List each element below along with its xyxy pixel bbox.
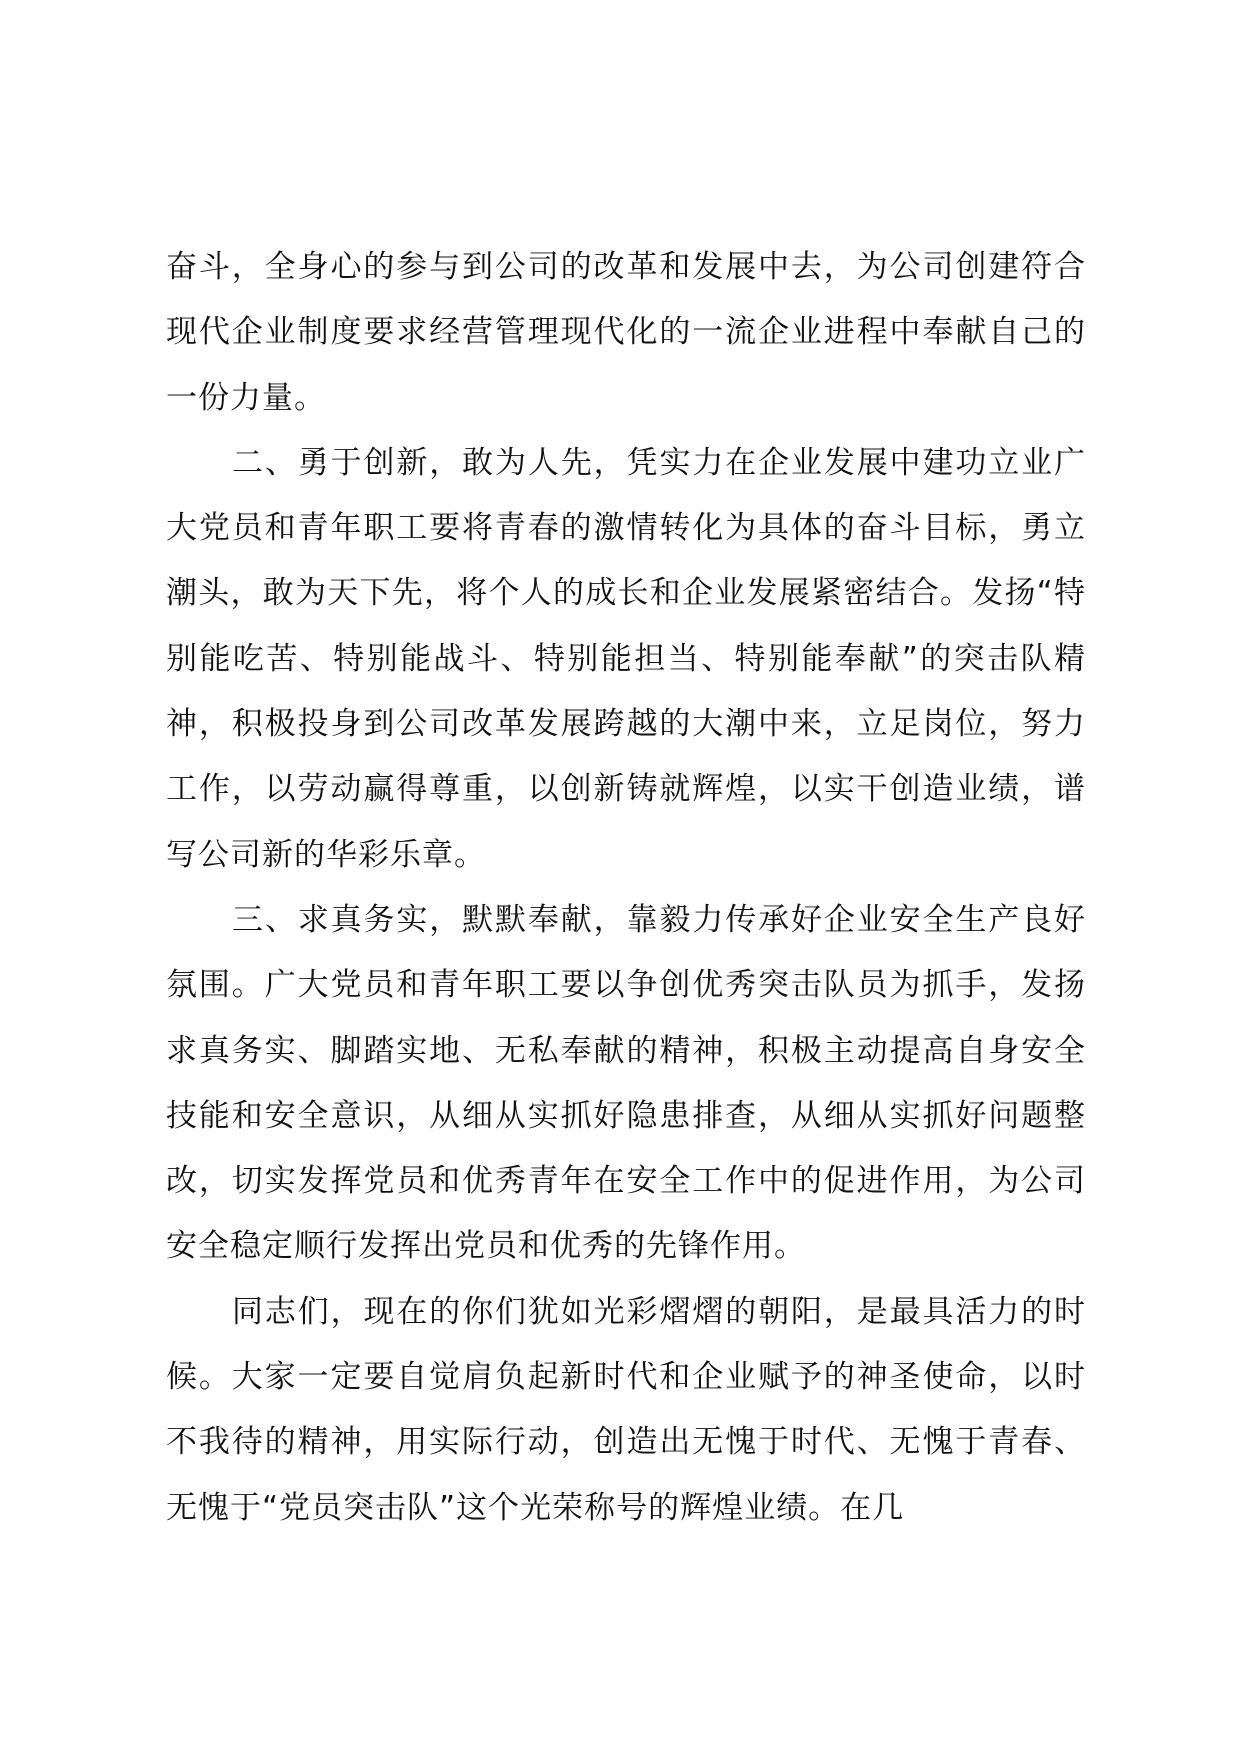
document-body	[166, 235, 1086, 1541]
paragraph-4	[166, 1280, 1086, 1541]
paragraph-3	[166, 888, 1086, 1280]
paragraph-text: 广大党员和青年职工要以争创优秀突击队员为抓手，发扬求真务实、脚踏实地、无私奉献的精神，积极主动提高自身安全技能和安全意识，从细从实抓好隐患排查，从细从实抓好问题整改，切实发挥党员和优秀青年在安全工作中的促进作用，为公司安全稳定顺行发挥出党员和优秀的先锋作用。	[166, 967, 1087, 1265]
paragraph-text: 广大党员和青年职工要将青春的激情转化为具体的奋斗目标，勇立潮头，敢为天下先，将个人的成长和企业发展紧密结合。发扬“特别能吃苦、特别能战斗、特别能担当、特别能奉献”的突击队精神，积极投身到公司改革发展跨越的大潮中来，立足岗位，努力工作，以劳动赢得尊重，以创新铸就辉煌，以实干创造业绩，谱写公司新的华彩乐章。	[166, 444, 1086, 873]
paragraph-2	[166, 431, 1086, 888]
paragraph-text: 奋斗，全身心的参与到公司的改革和发展中去，为公司创建符合现代企业制度要求经营管理现代化的一流企业进程中奉献自己的一份力量。	[166, 249, 1086, 416]
paragraph-text: 同志们，现在的你们犹如光彩熠熠的朝阳，是最具活力的时候。大家一定要自觉肩负起新时代和企业赋予的神圣使命，以时不我待的精神，用实际行动，创造出无愧于时代、无愧于青春、无愧于“党员突击队”这个光荣称号的辉煌业绩。在几	[166, 1293, 1086, 1526]
section-heading-2: 二、勇于创新，敢为人先，凭实力在企业发展中建功立业	[232, 444, 1054, 481]
paragraph-1	[166, 235, 1086, 431]
section-heading-3: 三、求真务实，默默奉献，靠毅力传承好企业安全生产良好氛围。	[166, 901, 1086, 1004]
